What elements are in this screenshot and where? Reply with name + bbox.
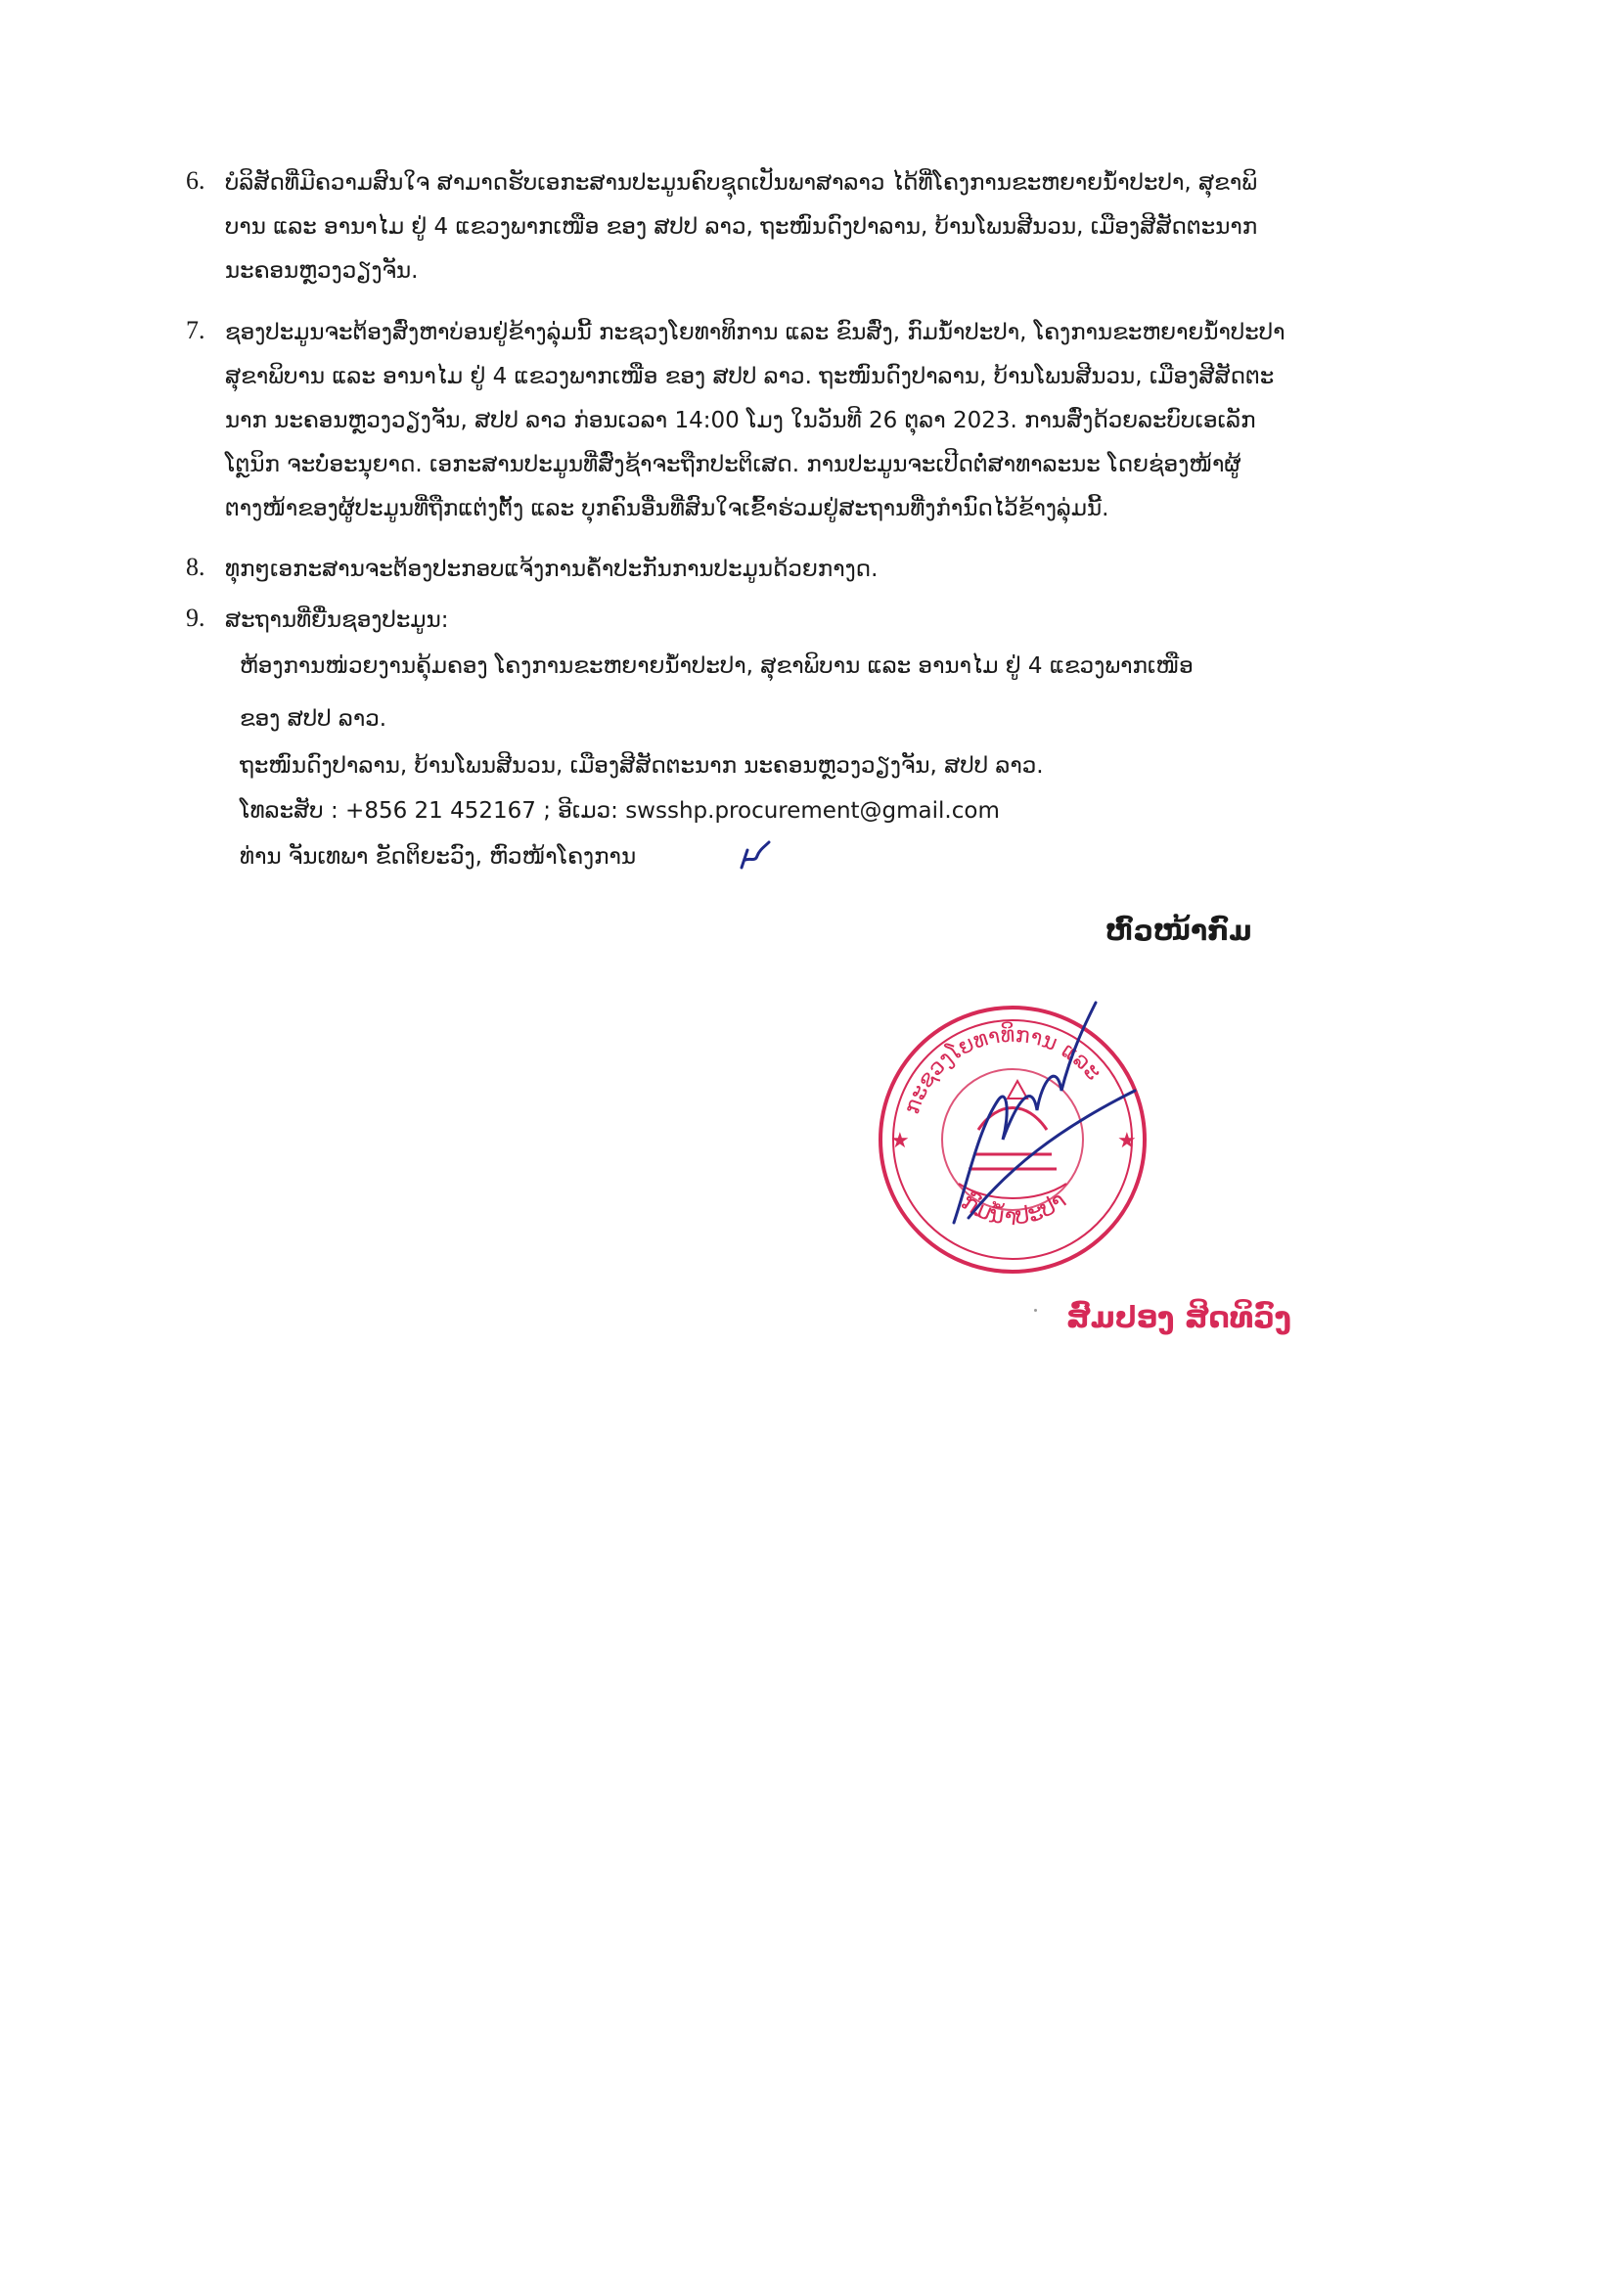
contact-person-line: ທ່ານ ຈັນເທພາ ຂັດຕິຍະວົງ, ຫົວໜ້າໂຄງການ — [240, 844, 637, 870]
item-number: 7. — [186, 316, 205, 344]
svg-text:★: ★ — [890, 1129, 910, 1153]
signatory-title: ຫົວໜ້າກົມ — [1105, 915, 1252, 947]
text-line: ບານ ແລະ ອານາໄມ ຢູ່ 4 ແຂວງພາກເໜືອ ຂອງ ສປປ ລາວ, ຖະໜົນດົງປາລານ, ບ້ານໂພນສີນວນ, ເມືອງສີສັດຕະນາກ — [225, 214, 1258, 240]
seal-bottom-text: ກົມນ້ຳປະປາ — [956, 1186, 1072, 1232]
text-line: ສຸຂາພິບານ ແລະ ອານາໄມ ຢູ່ 4 ແຂວງພາກເໜືອ ຂອງ ສປປ ລາວ. ຖະໜົນດົງປາລານ, ບ້ານໂພນສີນວນ, ເມືອງສີສັດຕະ — [225, 364, 1275, 389]
initial-mark-icon — [736, 836, 775, 875]
item-text — [225, 161, 1516, 293]
text-line: ບໍລິສັດທີ່ມີຄວາມສົນໃຈ ສາມາດຮັບເອກະສານປະມູນຄົບຊຸດເປັນພາສາລາວ ໄດ້ທີ່ໂຄງການຂະຫຍາຍນ້ຳປະປາ, ສຸຂາພິ — [225, 170, 1258, 196]
item-number: 9. — [186, 604, 205, 632]
contact-line: ໂທລະສັບ : +856 21 452167 ; ອີເມວ: swsshp.procurement@gmail.com — [240, 798, 1000, 824]
address-line-country: ຂອງ ສປປ ລາວ. — [240, 706, 387, 732]
item-text — [225, 311, 1516, 531]
seal-top-text: ກະຊວງໂຍທາທິການ ແລະ — [899, 1022, 1106, 1118]
svg-text:ກົມນ້ຳປະປາ — [957, 1187, 1072, 1232]
text-line: ຊອງປະມູນຈະຕ້ອງສົ່ງຫາບ່ອນຢູ່ຂ້າງລຸ່ມນີ້ ກະຊວງໂຍທາທິການ ແລະ ຂົນສົ່ງ, ກົມນ້ຳປະປາ, ໂຄງການຂະຫຍາຍນ້ຳປະປາ — [225, 320, 1286, 345]
text-line: ນາກ ນະຄອນຫຼວງວຽງຈັນ, ສປປ ລາວ ກ່ອນເວລາ 14:00 ໂມງ ໃນວັນທີ 26 ຕຸລາ 2023. ການສົ່ງດ້ວຍລະບົບເອເລັກ — [225, 408, 1256, 433]
item-number: 8. — [186, 553, 205, 581]
item-number: 6. — [186, 166, 205, 195]
item-text — [225, 599, 1516, 643]
text-line: ນະຄອນຫຼວງວຽງຈັນ. — [225, 258, 419, 284]
svg-text:★: ★ — [1117, 1129, 1137, 1153]
text-line: ຕາງໜ້າຂອງຜູ້ປະມູນທີ່ຖືກແຕ່ງຕັ້ງ ແລະ ບຸກຄົນອື່ນທີ່ສົນໃຈເຂົ້າຮ່ວມຢູ່ສະຖານທີ່ງກໍານົດໄວ້ຂ້າງລຸ່ມນີ້. — [225, 496, 1109, 521]
item-text — [225, 548, 1516, 592]
signatory-name: ສົມປອງ ສິດທິວົງ — [1066, 1301, 1291, 1335]
official-seal-icon — [861, 983, 1164, 1286]
address-line-office: ຫ້ອງການໜ່ວຍງານຄຸ້ມຄອງ ໂຄງການຂະຫຍາຍນ້ຳປະປາ, ສຸຂາພິບານ ແລະ ອານາໄມ ຢູ່ 4 ແຂວງພາກເໜືອ — [240, 653, 1194, 679]
address-line-street: ຖະໜົນດົງປາລານ, ບ້ານໂພນສີນວນ, ເມືອງສີສັດຕະນາກ ນະຄອນຫຼວງວຽງຈັນ, ສປປ ລາວ. — [240, 753, 1044, 779]
stray-dot — [1034, 1309, 1037, 1312]
text-line: ໂຕຼນິກ ຈະບໍ່ອະນຸຍາດ. ເອກະສານປະມູນທີ່ສົ່ງຊ້າຈະຖືກປະຕິເສດ. ການປະມູນຈະເປີດຕໍ່ສາທາລະນະ ໂດຍຊ່ອງໜ້າຜູ້ — [225, 452, 1241, 477]
text-line: ທຸກໆເອກະສານຈະຕ້ອງປະກອບແຈ້ງການຄ້ຳປະກັນການປະມູນດ້ວຍກາງດ. — [225, 557, 879, 582]
text-line: ສະຖານທີ່ຍື່ນຊອງປະມູນ: — [225, 607, 449, 633]
